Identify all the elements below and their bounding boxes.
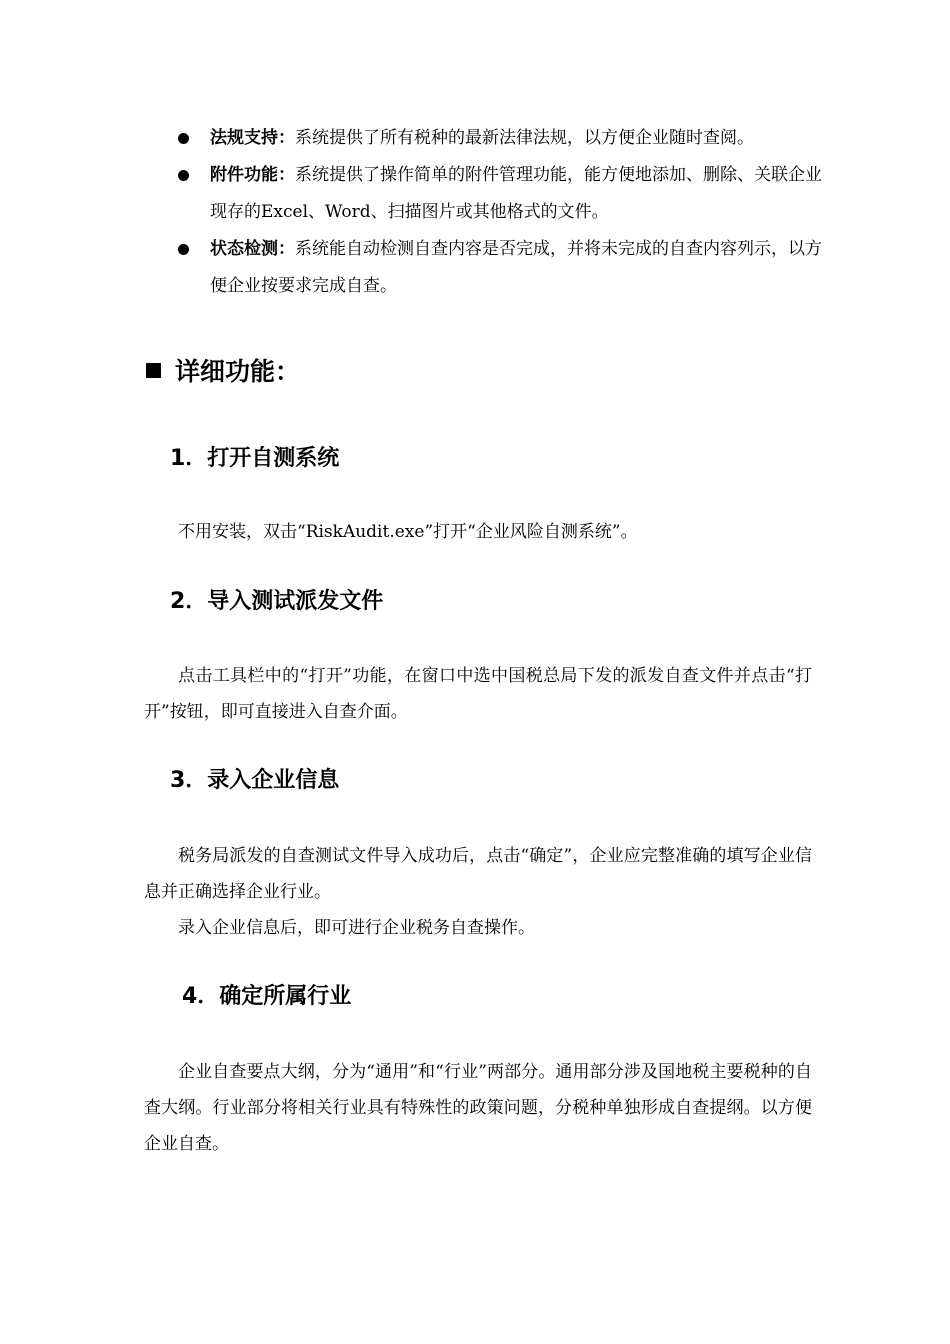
feature-term: 法规支持： [210,128,295,148]
step-heading-1: 1．打开自测系统 [170,446,340,471]
bullet-dot-icon [178,244,189,255]
step-3-paragraph-2: 录入企业信息后，即可进行企业税务自查操作。 [178,918,535,938]
step-heading-2: 2．导入测试派发文件 [170,589,384,614]
section-heading [146,352,300,392]
feature-item-attachments [176,157,836,231]
feature-term: 附件功能： [210,165,295,185]
feature-item-status-check [176,231,836,305]
feature-text: 系统能自动检测自查内容是否完成，并将未完成的自查内容列示，以方便企业按要求完成自查。 [210,239,822,296]
feature-term: 状态检测： [210,239,295,259]
bullet-dot-icon [178,133,189,144]
section-title: 详细功能： [175,357,301,386]
feature-item-regulations [176,120,836,157]
feature-text: 系统提供了所有税种的最新法律法规，以方便企业随时查阅。 [295,128,754,148]
square-bullet-icon [146,363,161,378]
feature-text: 系统提供了操作简单的附件管理功能，能方便地添加、删除、关联企业现存的Excel、Word、扫描图片或其他格式的文件。 [210,165,822,222]
step-3-paragraph: 税务局派发的自查测试文件导入成功后，点击“确定”，企业应完整准确的填写企业信息并正确选择企业行业。 [144,846,812,902]
feature-bullet-list [176,120,836,305]
step-1-paragraph: 不用安装，双击“RiskAudit.exe”打开“企业风险自测系统”。 [178,522,638,542]
step-heading-3: 3．录入企业信息 [170,768,340,793]
step-heading-4: 4．确定所属行业 [182,984,352,1009]
step-2-paragraph: 点击工具栏中的“打开”功能，在窗口中选中国税总局下发的派发自查文件并点击“打开”按钮，即可直接进入自查介面。 [144,666,812,722]
step-4-paragraph: 企业自查要点大纲，分为“通用”和“行业”两部分。通用部分涉及国地税主要税种的自查大纲。行业部分将相关行业具有特殊性的政策问题，分税种单独形成自查提纲。以方便企业自查。 [144,1062,812,1154]
bullet-dot-icon [178,170,189,181]
